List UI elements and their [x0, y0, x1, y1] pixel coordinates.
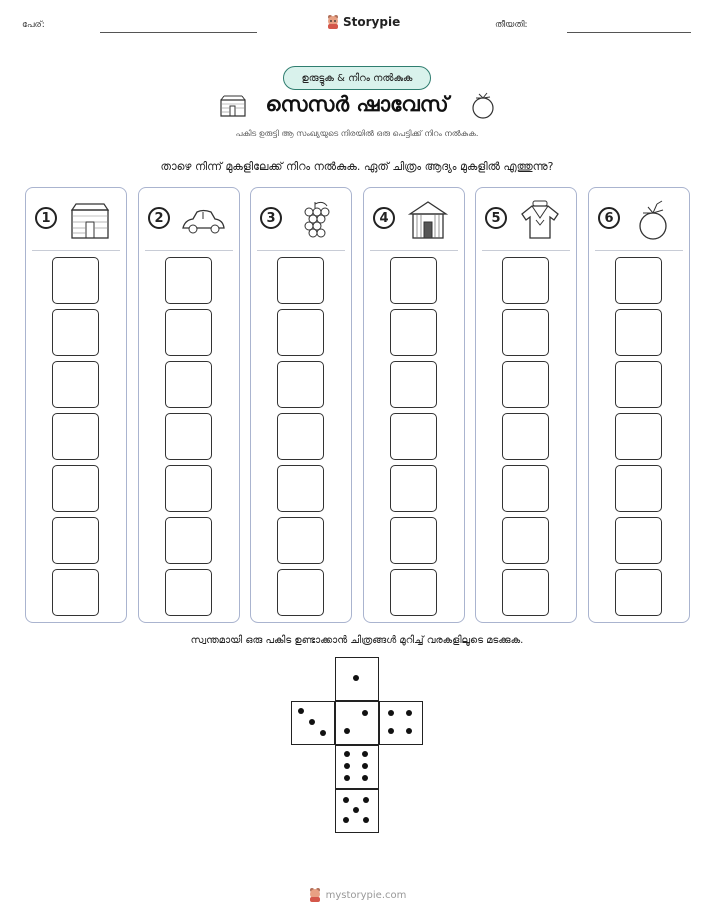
color-box[interactable]	[277, 517, 324, 564]
instruction: താഴെ നിന്ന് മുകളിലേക്ക് നിറം നൽകുക. ഏത് ചിത്രം ആദ്യം മുകളിൽ എത്തുന്നു?	[160, 160, 554, 173]
name-line[interactable]	[100, 32, 257, 33]
color-box[interactable]	[52, 309, 99, 356]
brand-name: Storypie	[343, 15, 401, 29]
column-6	[588, 187, 690, 623]
die-pip	[353, 807, 359, 813]
die-pip	[353, 675, 359, 681]
die-pip	[362, 710, 368, 716]
die-instruction: സ്വന്തമായി ഒരു പകിട ഉണ്ടാക്കാൻ ചിത്രങ്ങൾ മുറിച്ച് വരകളിലൂടെ മടക്കുക.	[190, 635, 524, 646]
column-number: 1	[35, 207, 57, 229]
column-header	[139, 188, 239, 250]
die-pip	[309, 719, 315, 725]
wooden-shed-icon	[404, 198, 452, 242]
color-box[interactable]	[165, 309, 212, 356]
footer-url[interactable]: mystorypie.com	[325, 889, 407, 901]
column-divider	[257, 250, 345, 251]
die-pip	[344, 751, 350, 757]
color-box[interactable]	[52, 413, 99, 460]
color-box[interactable]	[277, 361, 324, 408]
column-3	[250, 187, 352, 623]
brand-logo	[326, 14, 400, 30]
column-1	[25, 187, 127, 623]
die-face-1	[335, 657, 379, 701]
color-box[interactable]	[502, 361, 549, 408]
color-box[interactable]	[390, 361, 437, 408]
column-divider	[145, 250, 233, 251]
die-pip	[320, 730, 326, 736]
die-pip	[362, 751, 368, 757]
die-face-4	[379, 701, 423, 745]
color-box[interactable]	[390, 517, 437, 564]
column-number: 3	[260, 207, 282, 229]
column-number: 5	[485, 207, 507, 229]
color-box[interactable]	[502, 465, 549, 512]
column-header	[26, 188, 126, 250]
storypie-mascot-icon	[326, 14, 340, 30]
column-header	[364, 188, 464, 250]
color-box[interactable]	[502, 413, 549, 460]
column-number: 4	[373, 207, 395, 229]
die-pip	[298, 708, 304, 714]
color-box[interactable]	[52, 569, 99, 616]
column-header	[251, 188, 351, 250]
die-pip	[344, 775, 350, 781]
color-box[interactable]	[165, 517, 212, 564]
color-box[interactable]	[165, 465, 212, 512]
footer	[0, 887, 714, 903]
color-box[interactable]	[165, 413, 212, 460]
car-icon	[179, 198, 227, 242]
die-pip	[406, 728, 412, 734]
column-5	[475, 187, 577, 623]
color-box[interactable]	[615, 413, 662, 460]
date-line[interactable]	[567, 32, 691, 33]
column-number: 6	[598, 207, 620, 229]
color-box[interactable]	[277, 569, 324, 616]
die-pip	[388, 710, 394, 716]
die-pip	[362, 763, 368, 769]
color-box[interactable]	[52, 465, 99, 512]
color-box[interactable]	[502, 569, 549, 616]
color-box[interactable]	[502, 517, 549, 564]
stone-house-icon	[66, 198, 114, 242]
column-divider	[595, 250, 683, 251]
die-face-5	[335, 789, 379, 833]
die-pip	[343, 817, 349, 823]
color-box[interactable]	[277, 413, 324, 460]
color-box[interactable]	[615, 517, 662, 564]
die-face-6	[335, 745, 379, 789]
color-box[interactable]	[615, 309, 662, 356]
color-box[interactable]	[52, 517, 99, 564]
column-divider	[482, 250, 570, 251]
column-2	[138, 187, 240, 623]
color-box[interactable]	[52, 257, 99, 304]
color-box[interactable]	[52, 361, 99, 408]
die-pip	[388, 728, 394, 734]
die-face-3	[291, 701, 335, 745]
die-pip	[344, 763, 350, 769]
column-number: 2	[148, 207, 170, 229]
die-pip	[362, 775, 368, 781]
color-box[interactable]	[277, 465, 324, 512]
color-box[interactable]	[165, 257, 212, 304]
column-4	[363, 187, 465, 623]
color-box[interactable]	[165, 569, 212, 616]
die-face-2	[335, 701, 379, 745]
die-pip	[406, 710, 412, 716]
color-box[interactable]	[390, 569, 437, 616]
color-box[interactable]	[390, 413, 437, 460]
grapes-icon	[291, 198, 339, 242]
color-box[interactable]	[615, 257, 662, 304]
color-box[interactable]	[390, 309, 437, 356]
date-label: തീയതി:	[495, 20, 528, 30]
name-label: പേര്:	[22, 20, 45, 30]
color-box[interactable]	[390, 257, 437, 304]
color-box[interactable]	[615, 361, 662, 408]
die-pip	[344, 728, 350, 734]
color-box[interactable]	[165, 361, 212, 408]
column-header	[476, 188, 576, 250]
storypie-mascot-icon	[308, 887, 322, 903]
die-pip	[343, 797, 349, 803]
color-box[interactable]	[277, 309, 324, 356]
tomato-icon	[468, 90, 498, 120]
column-divider	[32, 250, 120, 251]
color-box[interactable]	[615, 569, 662, 616]
color-box[interactable]	[502, 257, 549, 304]
color-box[interactable]	[502, 309, 549, 356]
color-box[interactable]	[615, 465, 662, 512]
activity-badge: ഉരുട്ടുക & നിറം നൽകുക	[283, 66, 431, 90]
die-pip	[363, 797, 369, 803]
subtitle: പകിട ഉരുട്ടി ആ സംഖ്യയുടെ നിരയിൽ ഒരു പെട്ടിക്ക് നിറം നൽകുക.	[235, 129, 479, 138]
tomato-icon	[629, 198, 677, 242]
column-header	[589, 188, 689, 250]
sailor-shirt-icon	[516, 198, 564, 242]
die-pip	[363, 817, 369, 823]
column-divider	[370, 250, 458, 251]
page-title: സെസർ ഷാവേസ്	[265, 92, 449, 116]
color-box[interactable]	[277, 257, 324, 304]
color-box[interactable]	[390, 465, 437, 512]
